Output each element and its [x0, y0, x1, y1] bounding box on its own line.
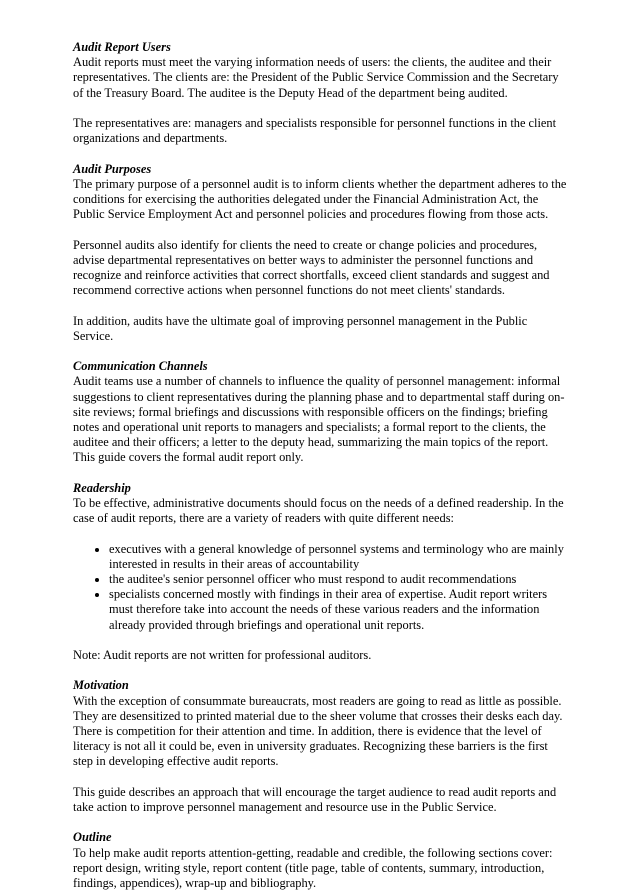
paragraph: To be effective, administrative documents should focus on the needs of a defined readership. In the case of audit reports, there are a variety of readers with quite different needs:: [73, 496, 564, 526]
section-heading: Motivation: [73, 678, 129, 693]
list-item: • specialists concerned mostly with findings in their area of expertise. Audit report writers must therefore take into account the needs of these various readers and the information already provided through briefings and operational unit reports.: [109, 587, 568, 633]
section-heading: Communication Channels: [73, 359, 208, 374]
paragraph: To help make audit reports attention-getting, readable and credible, the following sections cover: report design, writing style, report content (title page, table of contents, summary, introduction, findings, appendices), wrap-up and bibliography.: [73, 845, 553, 890]
section-motivation: [73, 678, 568, 815]
section-heading: Audit Report Users: [73, 40, 171, 54]
section-heading: Readership: [73, 480, 131, 495]
paragraph: Personnel audits also identify for clients the need to create or change policies and procedures, advise departmental representatives on better ways to administer the personnel functions and recognize and reinforce activities that correct shortfalls, exceed client standards and suggest and recommend corrective actions when personnel functions do not meet clients' standards.: [73, 237, 550, 298]
note: Note: Audit reports are not written for professional auditors.: [73, 648, 372, 662]
paragraph: Audit reports must meet the varying information needs of users: the clients, the auditee and their representatives. The clients are: the President of the Public Service Commission and the Secretary of the Treasury Board. The auditee is the Deputy Head of the department being audited.: [73, 55, 559, 100]
list-item: • the auditee's senior personnel officer who must respond to audit recommendations: [109, 572, 568, 587]
reader-list: [73, 542, 568, 633]
paragraph: In addition, audits have the ultimate goal of improving personnel management in the Public Service.: [73, 313, 528, 343]
section-audit-report-users: [73, 40, 568, 146]
paragraph: Audit teams use a number of channels to influence the quality of personnel management: informal suggestions to client representatives during the planning phase and to departmental staff during on-site reviews; formal briefings and discussions with responsible officers on the findings; briefing notes and operational unit reports to managers and specialists; a formal report to the clients, the auditee and their officers; a letter to the deputy head, summarizing the main topics of the report. This guide covers the formal audit report only.: [73, 374, 565, 465]
section-readership: [73, 481, 568, 663]
paragraph: With the exception of consummate bureaucrats, most readers are going to read as little as possible. They are desensitized to printed material due to the sheer volume that crosses their desks each day. There is competition for their attention and time. In addition, there is evidence that the level of literacy is not all it could be, even in university graduates. Recognizing these barriers is the first step in developing effective audit reports.: [73, 693, 563, 769]
section-outline: [73, 830, 568, 891]
section-communication-channels: [73, 359, 568, 465]
section-heading: Audit Purposes: [73, 161, 152, 176]
section-heading: Outline: [73, 830, 112, 845]
paragraph: The representatives are: managers and specialists responsible for personnel functions in the client organizations and departments.: [73, 116, 557, 146]
list-item: • executives with a general knowledge of personnel systems and terminology who are mainly interested in results in their areas of accountability: [109, 542, 568, 572]
section-audit-purposes: [73, 162, 568, 344]
paragraph: This guide describes an approach that will encourage the target audience to read audit reports and take action to improve personnel management and resource use in the Public Service.: [73, 784, 557, 814]
paragraph: The primary purpose of a personnel audit is to inform clients whether the department adheres to the conditions for exercising the authorities delegated under the Financial Administration Act, the Public Service Employment Act and personnel policies and procedures flowing from those acts.: [73, 176, 567, 222]
